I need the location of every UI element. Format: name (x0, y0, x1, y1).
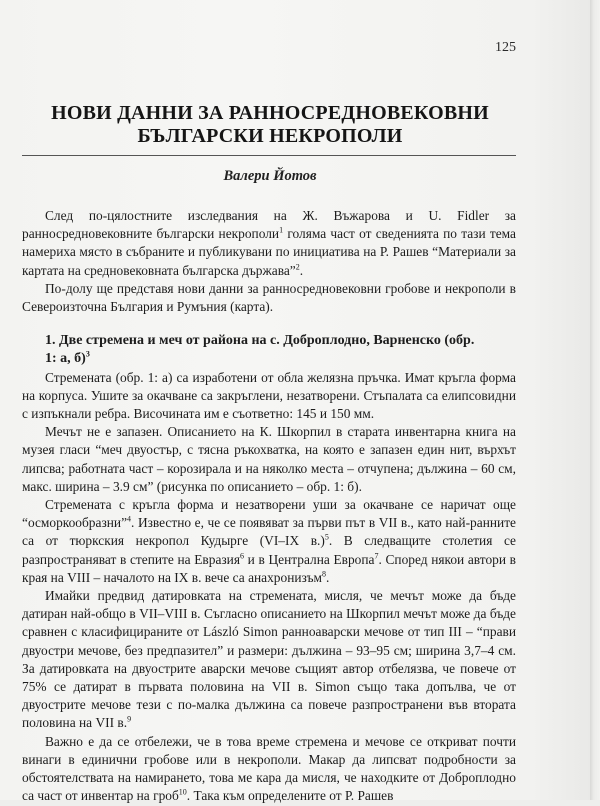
page-number: 125 (495, 40, 516, 55)
footnote-ref: 4 (127, 514, 132, 524)
text-run: . В следващите столетия се разпространяват в степите на Евразия (22, 533, 516, 567)
author-name: Валери Йотов (223, 168, 317, 184)
text-run: Важно е да се отбележи, че в това време стремена и мечове се откриват почти винаги в единични гробове или в некрополи. Макар да липсват подробности за обстоятелствата на намирането, това ме кара да мисля, че находките от Доброплодно са част от инвентар на гроб (22, 733, 516, 804)
section-paragraph-1: Стремената (обр. 1: а) са изработени от обла желязна пръчка. Имат кръгла форма на корпуса. Ушите за окачване са закръглени, незатворени. Стъпалата са елипсовидни с изпъкнали ребра. Височината им е съответно: 145 и 150 мм. (22, 369, 516, 422)
article-body (22, 207, 516, 806)
text-run: . Известно е, че се появяват за първи път в VII в., като най-ранните са от тюркския некропол Кудырге (VI–IX в.) (22, 515, 516, 549)
section-paragraph-4 (22, 587, 516, 733)
article-title-line-1: НОВИ ДАННИ ЗА РАННОСРЕДНОВЕКОВНИ (51, 102, 489, 124)
article-title (20, 102, 520, 148)
text-run: Имайки предвид датировката на стремената, мисля, че мечът може да бъде датиран най-общо в VII–VIII в. Съгласно описанието на Шкорпил мечът може да бъде сравнен с класифицираните от László Simon ранноаварски мечове от тип III – “прави двуостри мечове, без предпазител” и размери: дължина – 93–95 см; ширина 3,7–4 см. За датировката на двуострите аварски мечове същият автор отбелязва, че повече от 75% се датират в първата половина на VII в. Simon също така допълва, че от двуострите мечове тези с по-малка дължина са повече разпространени във втората половина на VII в. (22, 588, 516, 731)
footnote-ref: 10 (178, 787, 187, 797)
text-run: Стремената с кръгла форма и незатворени уши за окачване се наричат още “осморкообразни” (22, 497, 516, 531)
intro-paragraph-1 (22, 207, 516, 280)
footnote-ref: 6 (240, 551, 245, 561)
section-paragraph-3 (22, 496, 516, 587)
section-paragraph-2: Мечът не е запазен. Описанието на К. Шкорпил в старата инвентарна книга на музея гласи “меч двуостър, с тясна ръкохватка, на която е запазен един нит, върхът липсва; работната част – корозирала и на няколко места – отчупена; дължина – 60 см, макс. ширина – 3.9 см” (рисунка по описанието – обр. 1: б). (22, 424, 516, 494)
text-run: . Според някои автори в края на VIII – началото на IX в. вече са анахронизъм (22, 551, 516, 585)
footnote-ref: 2 (295, 262, 300, 272)
footnote-ref: 3 (85, 349, 90, 359)
intro-paragraph-2: По-долу ще представя нови данни за ранносредновековни гробове и некрополи в Североизточна България и Румъния (карта). (22, 280, 516, 315)
text-run: . (326, 569, 330, 585)
text-run: и в Централна Европа (244, 551, 375, 567)
footnote-ref: 9 (127, 715, 132, 725)
title-divider (22, 155, 516, 156)
article-title-line-2: БЪЛГАРСКИ НЕКРОПОЛИ (137, 125, 403, 147)
text-run: . Така към определените от Р. Рашев (186, 788, 394, 804)
text-run: голяма част от сведенията по тази тема намериха място в събраните и публикувани по инициатива на Р. Рашев “Материали за картата на средновековната българска държава” (22, 226, 516, 278)
footnote-ref: 8 (322, 569, 326, 579)
text-run: . (299, 262, 304, 278)
section-paragraph-5 (22, 733, 516, 806)
section-heading-text: 1. Две стремена и меч от района на с. Доброплодно, Варненско (обр. 1: а, б) (45, 333, 475, 367)
footnote-ref: 7 (374, 551, 379, 561)
text-run: След по-цялостните изследвания на Ж. Въжарова и U. Fidler за ранносредновековните български некрополи (22, 208, 516, 242)
footnote-ref: 5 (324, 532, 329, 542)
section-heading (22, 332, 516, 368)
book-spine-edge (590, 0, 600, 800)
footnote-ref: 1 (279, 225, 284, 235)
